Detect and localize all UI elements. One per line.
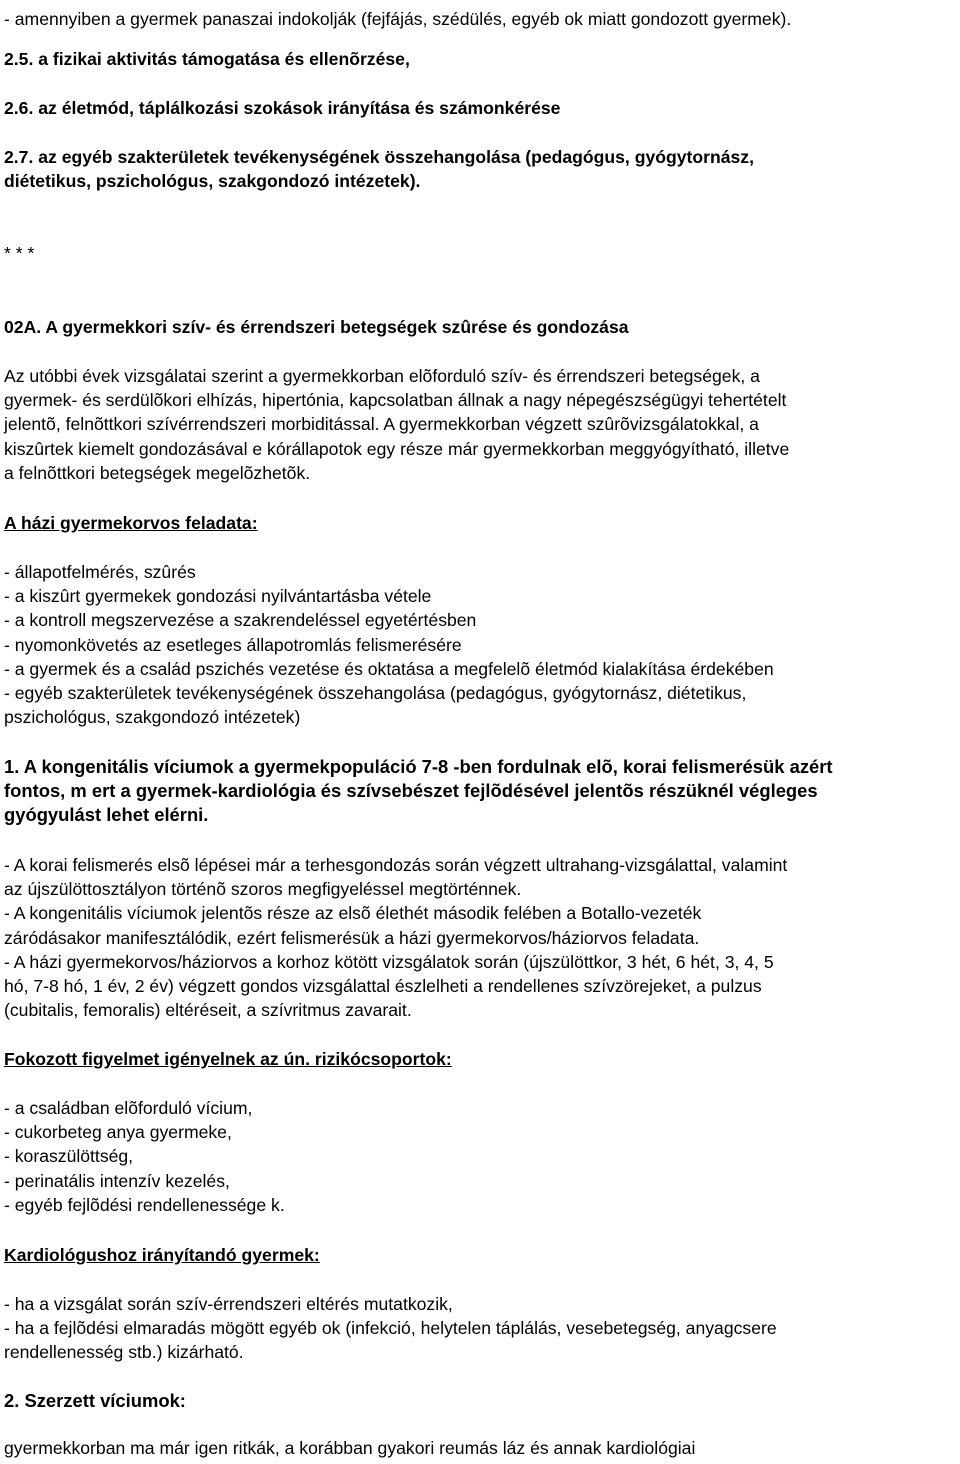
text-line: - amennyiben a gyermek panaszai indokolják (fejfájás, szédülés, egyéb ok miatt gondozott gyermek). [4, 9, 792, 29]
text-line: gyermek- és serdülõkori elhízás, hipertónia, kapcsolatban állnak a nagy népegészségügyi tehertételt [4, 390, 787, 411]
section-separator [4, 241, 960, 265]
intro-paragraph [4, 364, 960, 485]
list-item: - perinatális intenzív kezelés, [4, 1170, 230, 1191]
list-item-2-7 [4, 145, 960, 193]
point-2-body [4, 1436, 960, 1460]
intro-bullet [4, 7, 960, 31]
list-item: - a kontroll megszervezése a szakrendeléssel egyetértésben [4, 610, 477, 631]
heading-text: 02A. A gyermekkori szív- és érrendszeri betegségek szûrése és gondozása [4, 317, 629, 337]
text-line: az újszülöttosztályon történõ szoros megfigyeléssel megtörténnek. [4, 879, 522, 900]
cardio-title [4, 1243, 960, 1267]
list-item: - állapotfelmérés, szûrés [4, 562, 196, 582]
text-line: fontos, m ert a gyermek-kardiológia és szívsebészet fejlõdésével jelentõs részüknél végleges [4, 780, 818, 802]
list-item: rendellenesség stb.) kizárható. [4, 1342, 244, 1363]
list-item: - a gyermek és a család pszichés vezetése és oktatása a megfelelõ életmód kialakítása érdekében [4, 658, 774, 679]
risk-list [4, 1096, 960, 1217]
list-item: - cukorbeteg anya gyermeke, [4, 1122, 232, 1143]
section-heading [4, 315, 960, 339]
separator-stars: * * * [4, 243, 35, 263]
text-line: hó, 7-8 hó, 1 év, 2 év) végzett gondos vizsgálattal észlelheti a rendellenes szívzörejeket, a pulzus [4, 976, 762, 997]
text-line: diétetikus, pszichológus, szakgondozó intézetek). [4, 171, 421, 192]
text-line: 2.6. az életmód, táplálkozási szokások irányítása és számonkérése [4, 98, 561, 118]
point-2-heading [4, 1389, 960, 1413]
duties-title [4, 511, 960, 535]
list-item: - egyéb szakterületek tevékenységének összehangolása (pedagógus, gyógytornász, diétetikus, [4, 683, 747, 704]
text-line: záródásakor manifesztálódik, ezért felismerésük a házi gyermekorvos/háziorvos feladata. [4, 927, 700, 948]
text-line: a felnõttkori betegségek megelõzhetõk. [4, 462, 311, 483]
text-line: (cubitalis, femoralis) eltéréseit, a szívritmus zavarait. [4, 1000, 412, 1021]
list-item: - a családban elõforduló vícium, [4, 1098, 253, 1118]
text-line: 2.7. az egyéb szakterületek tevékenységének összehangolása (pedagógus, gyógytornász, [4, 147, 754, 167]
text-line: Az utóbbi évek vizsgálatai szerint a gyermekkorban elõforduló szív- és érrendszeri betegségek, a [4, 366, 760, 386]
text-line: - A kongenitális víciumok jelentõs része az elsõ élethét második felében a Botallo-vezeték [4, 903, 702, 924]
list-item: - nyomonkövetés az esetleges állapotromlás felismerésére [4, 634, 462, 655]
text-line: Fokozott figyelmet igényelnek az ún. rizikócsoportok: [4, 1049, 452, 1069]
list-item: - egyéb fejlõdési rendellenessége k. [4, 1194, 285, 1215]
risk-title [4, 1047, 960, 1071]
text-line: 1. A kongenitális víciumok a gyermekpopuláció 7-8 -ben fordulnak elõ, korai felismerésük azért [4, 756, 833, 777]
text-line: gyermekkorban ma már igen ritkák, a korábban gyakori reumás láz és annak kardiológiai [4, 1438, 696, 1458]
text-line: kiszûrtek kiemelt gondozásával e kórállapotok egy része már gyermekkorban meggyógyítható, illetve [4, 438, 790, 459]
text-line: 2.5. a fizikai aktivitás támogatása és ellenõrzése, [4, 49, 410, 69]
list-item: - a kiszûrt gyermekek gondozási nyilvántartásba vétele [4, 586, 432, 607]
list-item: pszichológus, szakgondozó intézetek) [4, 707, 301, 728]
text-line: 2. Szerzett víciumok: [4, 1390, 186, 1411]
text-line: gyógyulást lehet elérni. [4, 804, 209, 826]
text-line: - A házi gyermekorvos/háziorvos a korhoz kötött vizsgálatok során (újszülöttkor, 3 hét, 6 hét, 3, 4, 5 [4, 951, 774, 972]
text-line: Kardiológushoz irányítandó gyermek: [4, 1245, 320, 1265]
point-1-heading [4, 755, 960, 828]
list-item-2-5 [4, 47, 960, 71]
list-item: - ha a vizsgálat során szív-érrendszeri eltérés mutatkozik, [4, 1294, 453, 1314]
text-line: - A korai felismerés elsõ lépései már a terhesgondozás során végzett ultrahang-vizsgálattal, valamint [4, 855, 788, 875]
list-item: - koraszülöttség, [4, 1146, 134, 1167]
duties-list [4, 560, 960, 729]
text-line: jelentõ, felnõttkori szívérrendszeri morbiditással. A gyermekkorban végzett szûrõvizsgálatokkal, a [4, 414, 759, 435]
text-line: A házi gyermekorvos feladata: [4, 513, 258, 533]
point-1-body [4, 853, 960, 1022]
cardio-list [4, 1292, 960, 1365]
list-item-2-6 [4, 96, 960, 120]
list-item: - ha a fejlõdési elmaradás mögött egyéb ok (infekció, helytelen táplálás, vesebetegség, anyagcsere [4, 1318, 777, 1339]
